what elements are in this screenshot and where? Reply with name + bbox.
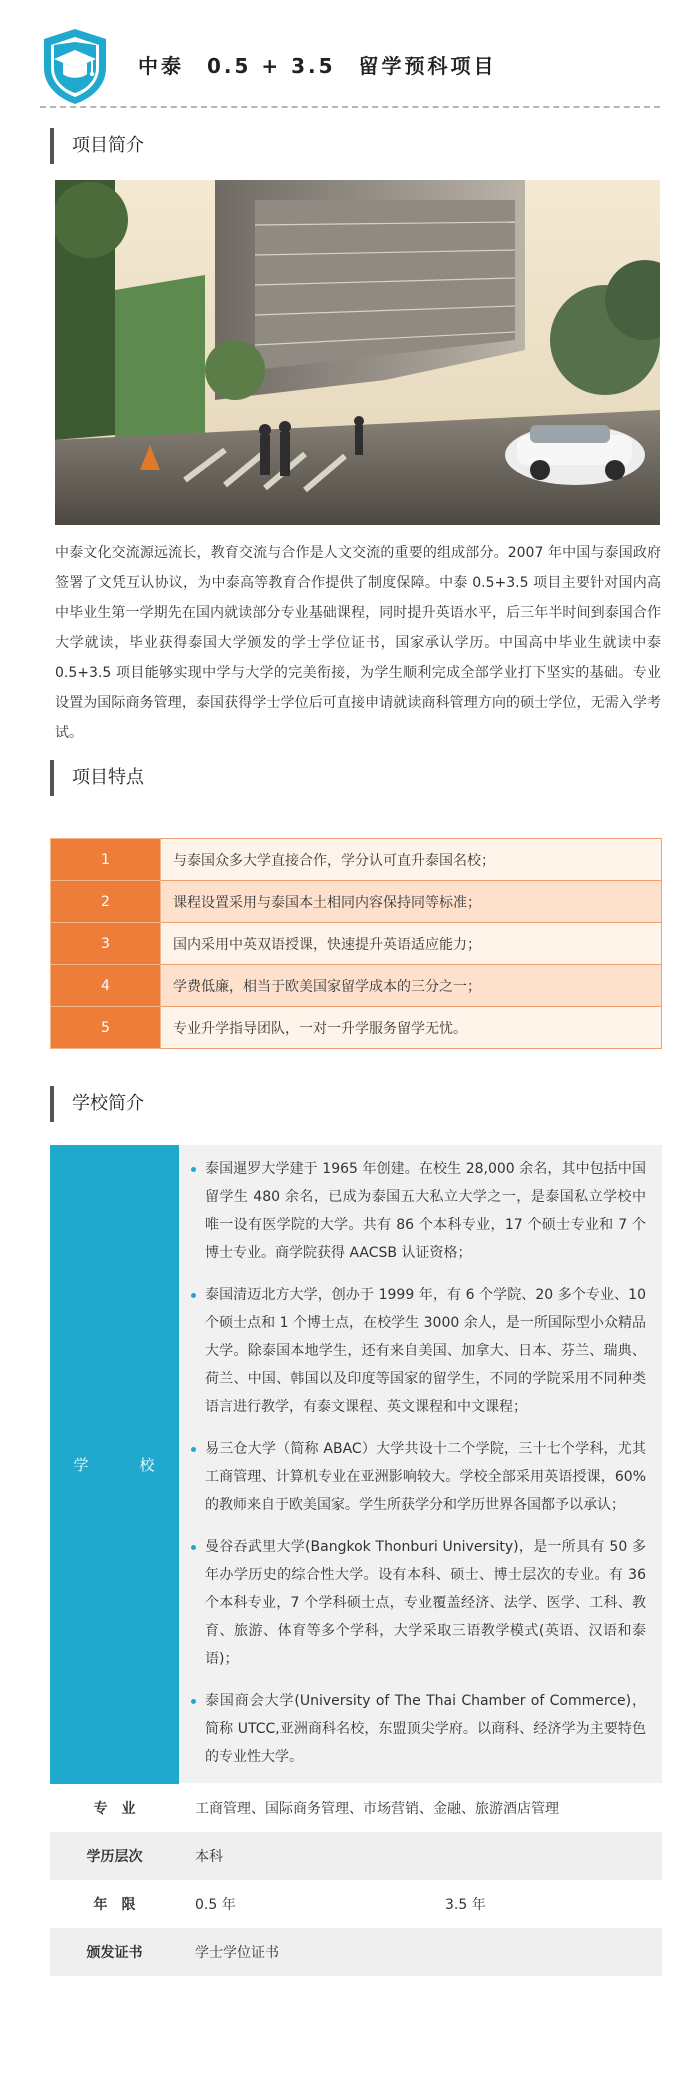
schools-table (50, 1145, 662, 1976)
feature-number: 3 (51, 923, 161, 965)
feature-row (51, 923, 662, 965)
school-item: 易三仓大学（简称 ABAC）大学共设十二个学院，三十七个学科，尤其工商管理、计算机专业在亚洲影响较大。学校全部采用英语授课，60%的教师来自于欧美国家。学生所获学分和学历世界各国都予以承认； (191, 1435, 646, 1519)
school-list-cell (179, 1145, 662, 1784)
feature-row (51, 881, 662, 923)
school-item: 泰国暹罗大学建于 1965 年创建。在校生 28,000 余名，其中包括中国留学生 480 余名，已成为泰国五大私立大学之一，是泰国私立学校中唯一设有医学院的大学。共有 86 个本科专业，17 个硕士专业和 7 个博士专业。商学院获得 AACSB 认证资格； (191, 1155, 646, 1267)
certificate-label: 颁发证书 (50, 1928, 179, 1976)
duration-row (50, 1880, 662, 1928)
feature-row (51, 965, 662, 1007)
feature-number: 4 (51, 965, 161, 1007)
level-label: 学历层次 (50, 1832, 179, 1880)
feature-text: 国内采用中英双语授课，快速提升英语适应能力； (161, 923, 662, 965)
school-list (191, 1155, 646, 1771)
dashed-divider (40, 106, 660, 108)
certificate-value: 学士学位证书 (179, 1928, 662, 1976)
major-row (50, 1784, 662, 1833)
level-value: 本科 (179, 1832, 662, 1880)
level-row (50, 1832, 662, 1880)
feature-text: 课程设置采用与泰国本土相同内容保持同等标准； (161, 881, 662, 923)
school-item: 泰国商会大学(University of The Thai Chamber of Commerce)，简称 UTCC,亚洲商科名校，东盟顶尖学府。以商科、经济学为主要特色的专业性大学。 (191, 1687, 646, 1771)
section-heading-schools: 学校简介 (50, 1086, 144, 1122)
campus-building-image (55, 180, 660, 525)
feature-text: 专业升学指导团队，一对一升学服务留学无忧。 (161, 1007, 662, 1049)
school-label-cell: 学 校 (50, 1145, 179, 1784)
feature-text: 学费低廉，相当于欧美国家留学成本的三分之一； (161, 965, 662, 1007)
feature-number: 5 (51, 1007, 161, 1049)
school-item: 泰国清迈北方大学，创办于 1999 年，有 6 个学院、20 多个专业、10 个硕士点和 1 个博士点，在校学生 3000 余人，是一所国际型小众精品大学。除泰国本地学生，还有来自美国、加拿大、日本、芬兰、瑞典、荷兰、中国、韩国以及印度等国家的留学生，不同的学院采用不同种类语言进行教学，有泰文课程、英文课程和中文课程； (191, 1281, 646, 1421)
section-heading-features: 项目特点 (50, 760, 144, 796)
feature-row (51, 839, 662, 881)
duration-values (179, 1880, 662, 1928)
features-table (50, 838, 662, 1049)
feature-text: 与泰国众多大学直接合作，学分认可直升泰国名校； (161, 839, 662, 881)
feature-number: 2 (51, 881, 161, 923)
page-title: 中泰 0.5 + 3.5 留学预科项目 (138, 54, 497, 78)
campus-photo (55, 180, 660, 525)
school-item: 曼谷吞武里大学(Bangkok Thonburi University)，是一所具有 50 多年办学历史的综合性大学。设有本科、硕士、博士层次的专业。有 36 个本科专业，7 个学科硕士点，专业覆盖经济、法学、医学、工科、教育、旅游、体育等多个学科，大学采取三语教学模式(英语、汉语和泰语)； (191, 1533, 646, 1673)
duration-abroad: 3.5 年 (445, 1897, 486, 1913)
section-heading-intro: 项目简介 (50, 128, 144, 164)
schools-row (50, 1145, 662, 1784)
certificate-row (50, 1928, 662, 1976)
duration-label: 年 限 (50, 1880, 179, 1928)
major-label: 专 业 (50, 1784, 179, 1833)
page-header (0, 0, 700, 108)
duration-domestic: 0.5 年 (195, 1897, 236, 1913)
major-value: 工商管理、国际商务管理、市场营销、金融、旅游酒店管理 (179, 1784, 662, 1833)
graduation-cap-shield-icon (40, 26, 110, 106)
feature-row (51, 1007, 662, 1049)
intro-paragraph: 中泰文化交流源远流长，教育交流与合作是人文交流的重要的组成部分。2007 年中国与泰国政府签署了文凭互认协议，为中泰高等教育合作提供了制度保障。中泰 0.5+3.5 项目主要针对国内高中毕业生第一学期先在国内就读部分专业基础课程，同时提升英语水平，后三年半时间到泰国合作大学就读，毕业获得泰国大学颁发的学士学位证书，国家承认学历。中国高中毕业生就读中泰 0.5+3.5 项目能够实现中学与大学的完美衔接，为学生顺利完成全部学业打下坚实的基础。专业设置为国际商务管理，泰国获得学士学位后可直接申请就读商科管理方向的硕士学位，无需入学考试。 (55, 545, 661, 741)
feature-number: 1 (51, 839, 161, 881)
